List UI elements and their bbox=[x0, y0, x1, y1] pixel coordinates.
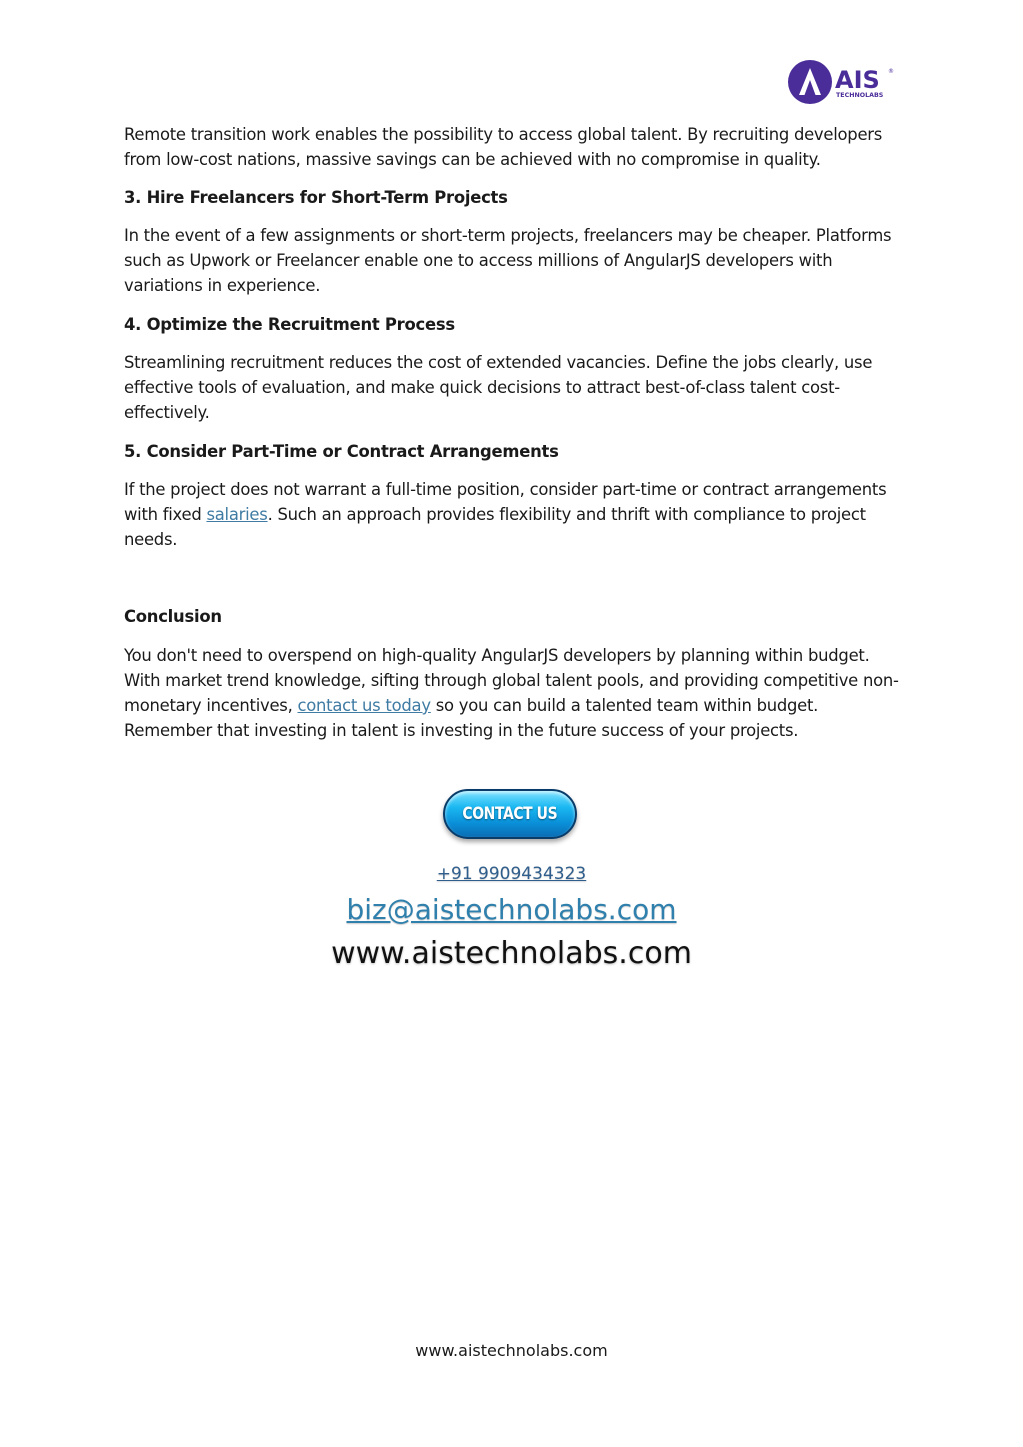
svg-text:®: ® bbox=[888, 68, 894, 75]
conclusion-heading: Conclusion bbox=[124, 607, 222, 626]
conclusion-text-before: You don't need to overspend on high-quality AngularJS developers by planning within budget. With market trend knowledge, sifting through global talent pools, and providing competitive non-monetary incentives, bbox=[124, 646, 899, 715]
section-body-contract bbox=[124, 477, 904, 552]
website-text: www.aistechnolabs.com bbox=[331, 936, 692, 971]
conclusion-body bbox=[124, 643, 904, 743]
section-heading-contract: 5. Consider Part-Time or Contract Arrangements bbox=[124, 442, 559, 461]
document-body bbox=[124, 122, 904, 743]
section-heading-freelancers: 3. Hire Freelancers for Short-Term Projects bbox=[124, 188, 508, 207]
contract-text-after: . Such an approach provides flexibility and thrift with compliance to project needs. bbox=[124, 505, 866, 549]
phone-link[interactable]: +91 9909434323 bbox=[436, 864, 587, 884]
section-heading-recruitment: 4. Optimize the Recruitment Process bbox=[124, 315, 455, 334]
salaries-link[interactable]: salaries bbox=[206, 505, 268, 524]
section-body-recruitment: Streamlining recruitment reduces the cost of extended vacancies. Define the jobs clearly, use effective tools of evaluation, and make quick decisions to attract best-of-class talent cost-effectively. bbox=[124, 353, 873, 422]
svg-text:TECHNOLABS: TECHNOLABS bbox=[836, 92, 884, 99]
contact-us-cta bbox=[443, 789, 577, 839]
contact-us-button-label: CONTACT US bbox=[462, 804, 558, 824]
svg-text:AIS: AIS bbox=[835, 66, 880, 94]
email-link[interactable]: biz@aistechnolabs.com bbox=[346, 893, 677, 926]
contact-us-today-link[interactable]: contact us today bbox=[297, 696, 431, 715]
contract-text-before: If the project does not warrant a full-time position, consider part-time or contract arrangements with fixed bbox=[124, 480, 887, 524]
ais-technolabs-logo bbox=[787, 58, 902, 108]
section-body-freelancers: In the event of a few assignments or short-term projects, freelancers may be cheaper. Platforms such as Upwork or Freelancer enable one to access millions of AngularJS developers with variations in experience. bbox=[124, 226, 892, 295]
footer-website: www.aistechnolabs.com bbox=[415, 1341, 608, 1360]
conclusion-text-after: so you can build a talented team within budget. Remember that investing in talent is investing in the future success of your projects. bbox=[124, 696, 819, 740]
contact-us-button[interactable] bbox=[443, 789, 577, 839]
intro-paragraph: Remote transition work enables the possibility to access global talent. By recruiting developers from low-cost nations, massive savings can be achieved with no compromise in quality. bbox=[124, 125, 883, 169]
